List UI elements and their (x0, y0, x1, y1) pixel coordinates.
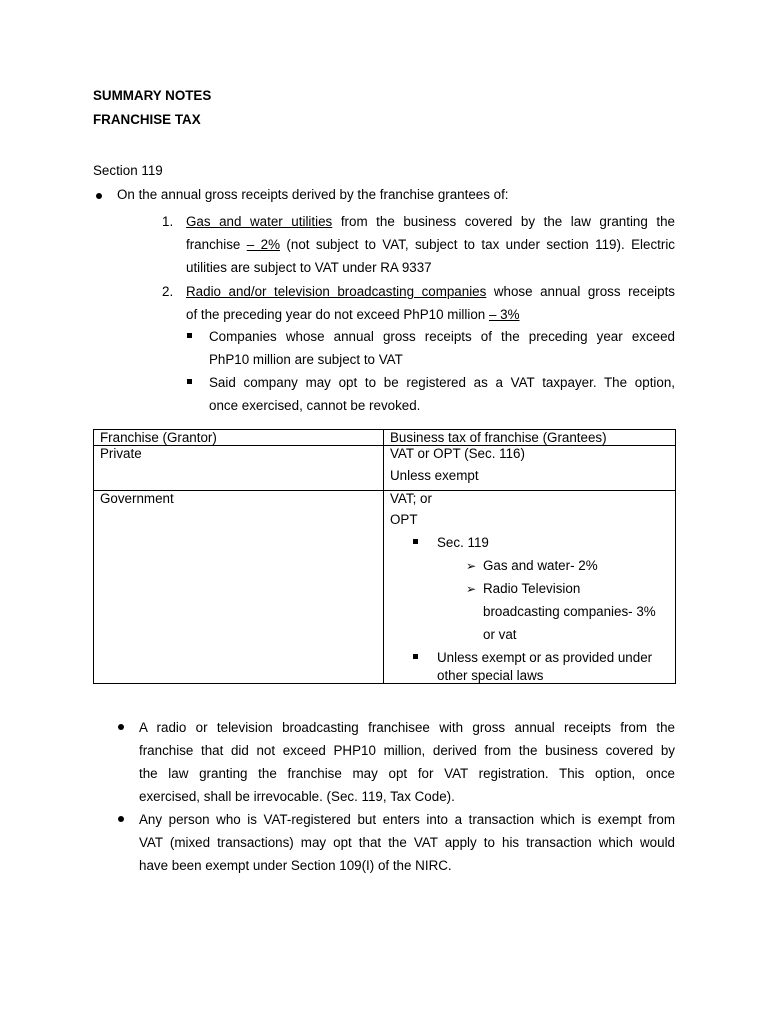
item2-text: Radio and/or television broadcasting companies whose annual gross receipts of the preceding year do not exceed PhP10 million – 3% (186, 284, 675, 322)
item2-number: 2. (162, 284, 174, 299)
item1-rate: – 2% (246, 237, 280, 252)
item1-text: Gas and water utilities from the business covered by the law granting the franchise – 2% (not subject to VAT, subject to tax under section 119). Electric utilities are subject to VAT under RA 9337 (186, 214, 675, 275)
item2-sub2: Said company may opt to be registered as a VAT taxpayer. The option, once exercised, cannot be revoked. (209, 375, 675, 413)
table-cell-private: Private (94, 446, 384, 491)
table-row-private (94, 446, 676, 491)
table-cell-government-tax: VAT; or OPT Sec. 119 ➢ Gas and water- 2% ➢ Radio Television broadcasting companies- 3% or vat Unless exempt or as provided under other special laws (384, 491, 676, 684)
square-bullet (187, 333, 192, 338)
item2-term: Radio and/or television broadcasting companies (186, 284, 487, 299)
table-header-row (94, 430, 676, 446)
table-row-government (94, 491, 676, 684)
square-bullet (413, 539, 418, 544)
heading-franchise-tax: FRANCHISE TAX (93, 112, 201, 127)
item1-number: 1. (162, 214, 174, 229)
heading-summary-notes: SUMMARY NOTES (93, 88, 212, 103)
table-cell-private-tax: VAT or OPT (Sec. 116) Unless exempt (384, 446, 676, 491)
item2-rate: – 3% (488, 307, 520, 322)
bullet-dot (118, 724, 124, 730)
item2-sub1: Companies whose annual gross receipts of the preceding year exceed PhP10 million are subject to VAT (209, 329, 675, 367)
bottom-bullet-2: Any person who is VAT-registered but enters into a transaction which is exempt from VAT (mixed transactions) may opt that the VAT apply to his transaction which would have been exempt under Section 109(I) of the NIRC. (139, 812, 675, 873)
square-bullet (187, 379, 192, 384)
section-label: Section 119 (93, 163, 163, 178)
table-cell-government: Government (94, 491, 384, 684)
arrow-bullet-icon: ➢ (466, 559, 477, 573)
bottom-bullet-1: A radio or television broadcasting franchisee with gross annual receipts from the franchise that did not exceed PHP10 million, derived from the business covered by the law granting the franchise may opt for VAT registration. This option, once exercised, shall be irrevocable. (Sec. 119, Tax Code). (139, 720, 675, 804)
bullet-dot (118, 816, 124, 822)
item1-term: Gas and water utilities (186, 214, 333, 229)
franchise-table (93, 429, 676, 684)
bullet-dot (96, 193, 102, 199)
square-bullet (413, 654, 418, 659)
table-header-grantor: Franchise (Grantor) (94, 430, 384, 446)
intro-text: On the annual gross receipts derived by the franchise grantees of: (117, 187, 509, 202)
table-header-grantees: Business tax of franchise (Grantees) (384, 430, 676, 446)
arrow-bullet-icon: ➢ (466, 582, 477, 596)
